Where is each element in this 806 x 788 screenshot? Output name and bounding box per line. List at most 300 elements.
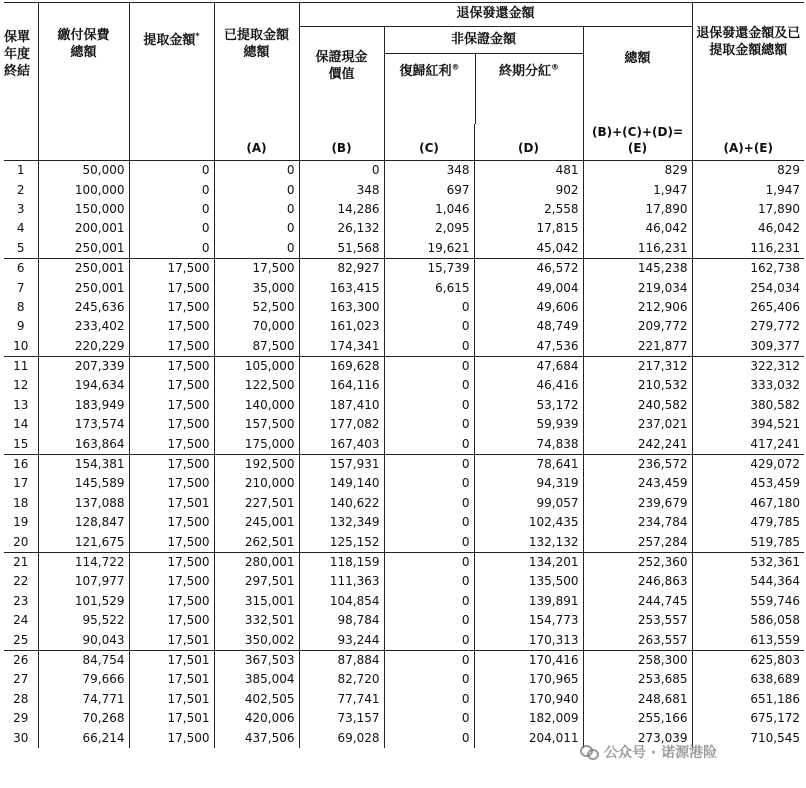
cell-total: 253,685 <box>583 670 692 689</box>
cell-grand-total: 638,689 <box>692 670 804 689</box>
cell-withdrawn-total: 227,501 <box>214 494 299 513</box>
cell-reversionary: 0 <box>384 513 474 532</box>
cell-total: 263,557 <box>583 630 692 650</box>
cell-grand-total: 651,186 <box>692 690 804 709</box>
cell-reversionary: 0 <box>384 532 474 552</box>
cell-year: 22 <box>13 574 29 589</box>
cell-guaranteed-cash: 164,116 <box>299 376 384 395</box>
cell-grand-total: 309,377 <box>692 337 804 357</box>
cell-premium: 250,001 <box>38 239 129 259</box>
cell-terminal: 134,201 <box>474 552 583 572</box>
cell-withdraw: 17,500 <box>129 317 214 336</box>
cell-year: 9 <box>16 319 25 334</box>
cell-withdrawn-total: 420,006 <box>214 709 299 728</box>
header-year: 保單年度終結 <box>4 3 38 161</box>
cell-total: 253,557 <box>583 611 692 630</box>
cell-withdrawn-total: 122,500 <box>214 376 299 395</box>
cell-withdrawn-total: 0 <box>214 239 299 259</box>
cell-total: 17,890 <box>583 200 692 219</box>
cell-guaranteed-cash: 98,784 <box>299 611 384 630</box>
cell-terminal: 170,965 <box>474 670 583 689</box>
cell-grand-total: 479,785 <box>692 513 804 532</box>
cell-premium: 220,229 <box>38 337 129 357</box>
cell-reversionary: 0 <box>384 298 474 317</box>
cell-year: 13 <box>13 397 29 412</box>
cell-premium: 150,000 <box>38 200 129 219</box>
cell-grand-total: 417,241 <box>692 434 804 454</box>
cell-withdrawn-total: 52,500 <box>214 298 299 317</box>
cell-premium: 173,574 <box>38 415 129 434</box>
cell-terminal: 78,641 <box>474 454 583 474</box>
cell-total: 116,231 <box>583 239 692 259</box>
cell-guaranteed-cash: 169,628 <box>299 356 384 376</box>
cell-guaranteed-cash: 174,341 <box>299 337 384 357</box>
cell-grand-total: 333,032 <box>692 376 804 395</box>
cell-total: 243,459 <box>583 474 692 493</box>
watermark <box>580 740 717 764</box>
cell-terminal: 170,416 <box>474 650 583 670</box>
cell-premium: 200,001 <box>38 219 129 238</box>
cell-reversionary: 0 <box>384 611 474 630</box>
cell-reversionary: 0 <box>384 728 474 747</box>
table-row <box>4 278 804 297</box>
cell-premium: 50,000 <box>38 161 129 181</box>
cell-year: 8 <box>16 299 25 314</box>
cell-reversionary: 0 <box>384 376 474 395</box>
cell-premium: 245,636 <box>38 298 129 317</box>
cell-total: 145,238 <box>583 258 692 278</box>
cell-premium: 194,634 <box>38 376 129 395</box>
cell-terminal: 154,773 <box>474 611 583 630</box>
cell-withdrawn-total: 332,501 <box>214 611 299 630</box>
cell-year: 3 <box>16 201 25 216</box>
cell-grand-total: 254,034 <box>692 278 804 297</box>
cell-premium: 95,522 <box>38 611 129 630</box>
cell-withdrawn-total: 87,500 <box>214 337 299 357</box>
cell-year: 14 <box>13 417 29 432</box>
cell-terminal: 481 <box>474 161 583 181</box>
cell-withdraw: 0 <box>129 219 214 238</box>
cell-terminal: 132,132 <box>474 532 583 552</box>
cell-guaranteed-cash: 0 <box>299 161 384 181</box>
table-row <box>4 356 804 376</box>
cell-total: 255,166 <box>583 709 692 728</box>
cell-year: 23 <box>13 593 29 608</box>
sub-reversionary: (C) <box>384 124 474 161</box>
cell-total: 257,284 <box>583 532 692 552</box>
cell-grand-total: 265,406 <box>692 298 804 317</box>
cell-withdrawn-total: 315,001 <box>214 592 299 611</box>
cell-grand-total: 532,361 <box>692 552 804 572</box>
cell-reversionary: 0 <box>384 709 474 728</box>
cell-grand-total: 380,582 <box>692 396 804 415</box>
sub-cash: (B) <box>299 124 384 161</box>
cell-reversionary: 0 <box>384 670 474 689</box>
cell-terminal: 49,606 <box>474 298 583 317</box>
cell-reversionary: 0 <box>384 337 474 357</box>
cell-grand-total: 46,042 <box>692 219 804 238</box>
cell-withdrawn-total: 262,501 <box>214 532 299 552</box>
cell-withdrawn-total: 192,500 <box>214 454 299 474</box>
cell-withdrawn-total: 280,001 <box>214 552 299 572</box>
cell-premium: 84,754 <box>38 650 129 670</box>
cell-withdrawn-total: 0 <box>214 219 299 238</box>
header-surrender-group: 退保發還金額 <box>299 3 692 27</box>
cell-terminal: 102,435 <box>474 513 583 532</box>
cell-premium: 100,000 <box>38 180 129 199</box>
table-row <box>4 317 804 336</box>
cell-withdrawn-total: 350,002 <box>214 630 299 650</box>
table-row <box>4 650 804 670</box>
table-row <box>4 396 804 415</box>
cell-withdrawn-total: 0 <box>214 200 299 219</box>
table-row <box>4 474 804 493</box>
cell-reversionary: 2,095 <box>384 219 474 238</box>
cell-total: 221,877 <box>583 337 692 357</box>
cell-terminal: 902 <box>474 180 583 199</box>
cell-guaranteed-cash: 167,403 <box>299 434 384 454</box>
cell-reversionary: 15,739 <box>384 258 474 278</box>
cell-guaranteed-cash: 82,927 <box>299 258 384 278</box>
cell-terminal: 53,172 <box>474 396 583 415</box>
header-withdrawn-total: 已提取金額總額 <box>214 3 299 125</box>
cell-grand-total: 429,072 <box>692 454 804 474</box>
cell-reversionary: 0 <box>384 317 474 336</box>
cell-terminal: 48,749 <box>474 317 583 336</box>
cell-withdraw: 17,500 <box>129 396 214 415</box>
cell-grand-total: 559,746 <box>692 592 804 611</box>
cell-year: 26 <box>4 650 38 670</box>
cell-total: 1,947 <box>583 180 692 199</box>
cell-withdrawn-total: 17,500 <box>214 258 299 278</box>
cell-total: 46,042 <box>583 219 692 238</box>
cell-grand-total: 544,364 <box>692 572 804 591</box>
cell-guaranteed-cash: 157,931 <box>299 454 384 474</box>
cell-terminal: 182,009 <box>474 709 583 728</box>
table-row <box>4 376 804 395</box>
cell-withdraw: 17,501 <box>129 670 214 689</box>
cell-reversionary: 0 <box>384 454 474 474</box>
cell-total: 244,745 <box>583 592 692 611</box>
cell-guaranteed-cash: 187,410 <box>299 396 384 415</box>
cell-total: 236,572 <box>583 454 692 474</box>
cell-withdraw: 0 <box>129 161 214 181</box>
wechat-icon <box>580 745 598 759</box>
cell-terminal: 45,042 <box>474 239 583 259</box>
cell-withdrawn-total: 245,001 <box>214 513 299 532</box>
table-row <box>4 494 804 513</box>
cell-reversionary: 0 <box>384 650 474 670</box>
table-body <box>4 161 804 748</box>
cell-guaranteed-cash: 132,349 <box>299 513 384 532</box>
cell-guaranteed-cash: 161,023 <box>299 317 384 336</box>
cell-total: 210,532 <box>583 376 692 395</box>
cell-total: 829 <box>583 161 692 181</box>
cell-reversionary: 1,046 <box>384 200 474 219</box>
cell-withdrawn-total: 210,000 <box>214 474 299 493</box>
table-header <box>4 3 804 161</box>
cell-reversionary: 0 <box>384 592 474 611</box>
cell-year: 6 <box>4 258 38 278</box>
cell-total: 246,863 <box>583 572 692 591</box>
cell-year: 27 <box>13 672 29 687</box>
cell-total: 219,034 <box>583 278 692 297</box>
cell-guaranteed-cash: 149,140 <box>299 474 384 493</box>
cell-premium: 250,001 <box>38 258 129 278</box>
cell-reversionary: 0 <box>384 690 474 709</box>
cell-grand-total: 625,803 <box>692 650 804 670</box>
cell-terminal: 74,838 <box>474 434 583 454</box>
table-row <box>4 200 804 219</box>
cell-withdraw: 0 <box>129 239 214 259</box>
cell-withdraw: 17,501 <box>129 630 214 650</box>
cell-terminal: 2,558 <box>474 200 583 219</box>
cell-terminal: 17,815 <box>474 219 583 238</box>
cell-withdraw: 17,500 <box>129 513 214 532</box>
cell-total: 248,681 <box>583 690 692 709</box>
cell-year: 20 <box>13 534 29 549</box>
cell-year: 12 <box>13 378 29 393</box>
cell-grand-total: 710,545 <box>692 728 804 747</box>
cell-terminal: 47,536 <box>474 337 583 357</box>
cell-total: 242,241 <box>583 434 692 454</box>
cell-reversionary: 0 <box>384 552 474 572</box>
cell-guaranteed-cash: 93,244 <box>299 630 384 650</box>
cell-terminal: 135,500 <box>474 572 583 591</box>
cell-reversionary: 0 <box>384 434 474 454</box>
cell-premium: 90,043 <box>38 630 129 650</box>
cell-guaranteed-cash: 348 <box>299 180 384 199</box>
cell-grand-total: 116,231 <box>692 239 804 259</box>
table-row <box>4 611 804 630</box>
cell-terminal: 170,940 <box>474 690 583 709</box>
sub-withdrawn: (A) <box>214 124 299 161</box>
cell-year: 2 <box>16 182 25 197</box>
header-guaranteed-cash: 保證現金價值 <box>299 27 384 125</box>
cell-year: 17 <box>13 476 29 491</box>
table-row <box>4 630 804 650</box>
cell-year: 15 <box>13 436 29 451</box>
watermark-text: 公众号 · 诺源港险 <box>604 745 718 761</box>
cell-grand-total: 586,058 <box>692 611 804 630</box>
cell-year: 1 <box>16 163 25 178</box>
cell-terminal: 139,891 <box>474 592 583 611</box>
cell-total: 252,360 <box>583 552 692 572</box>
cell-withdrawn-total: 297,501 <box>214 572 299 591</box>
table-row <box>4 434 804 454</box>
cell-reversionary: 348 <box>384 161 474 181</box>
cell-year: 21 <box>4 552 38 572</box>
cell-withdraw: 17,500 <box>129 474 214 493</box>
cell-total: 209,772 <box>583 317 692 336</box>
cell-year: 7 <box>16 280 25 295</box>
cell-year: 24 <box>13 613 29 628</box>
cell-total: 237,021 <box>583 415 692 434</box>
cell-premium: 137,088 <box>38 494 129 513</box>
cell-withdrawn-total: 35,000 <box>214 278 299 297</box>
sub-terminal: (D) <box>474 124 583 161</box>
cell-withdraw: 17,500 <box>129 454 214 474</box>
cell-withdraw: 17,500 <box>129 552 214 572</box>
cell-reversionary: 0 <box>384 474 474 493</box>
cell-withdrawn-total: 175,000 <box>214 434 299 454</box>
cell-terminal: 94,319 <box>474 474 583 493</box>
cell-guaranteed-cash: 26,132 <box>299 219 384 238</box>
cell-premium: 145,589 <box>38 474 129 493</box>
cell-withdraw: 17,500 <box>129 278 214 297</box>
cell-premium: 74,771 <box>38 690 129 709</box>
cell-reversionary: 0 <box>384 572 474 591</box>
cell-grand-total: 1,947 <box>692 180 804 199</box>
cell-withdraw: 17,500 <box>129 356 214 376</box>
withdraw-footnote-mark: * <box>195 31 200 41</box>
cell-reversionary: 19,621 <box>384 239 474 259</box>
cell-terminal: 204,011 <box>474 728 583 747</box>
table-row <box>4 161 804 181</box>
cell-total: 258,300 <box>583 650 692 670</box>
cell-total: 217,312 <box>583 356 692 376</box>
cell-guaranteed-cash: 69,028 <box>299 728 384 747</box>
table-row <box>4 592 804 611</box>
cell-year: 18 <box>13 495 29 510</box>
cell-guaranteed-cash: 77,741 <box>299 690 384 709</box>
cell-premium: 183,949 <box>38 396 129 415</box>
cell-total: 240,582 <box>583 396 692 415</box>
cell-withdraw: 17,501 <box>129 494 214 513</box>
cell-guaranteed-cash: 104,854 <box>299 592 384 611</box>
header-terminal: 終期分紅® <box>475 54 583 124</box>
cell-withdraw: 17,500 <box>129 337 214 357</box>
cell-grand-total: 519,785 <box>692 532 804 552</box>
cell-withdrawn-total: 402,505 <box>214 690 299 709</box>
table-row <box>4 219 804 238</box>
cell-year: 28 <box>13 691 29 706</box>
cell-reversionary: 6,615 <box>384 278 474 297</box>
table-row <box>4 572 804 591</box>
cell-withdraw: 17,500 <box>129 434 214 454</box>
cell-withdrawn-total: 385,004 <box>214 670 299 689</box>
cell-year: 25 <box>13 632 29 647</box>
cell-year: 30 <box>13 730 29 745</box>
cell-total: 234,784 <box>583 513 692 532</box>
cell-year: 11 <box>4 356 38 376</box>
cell-guaranteed-cash: 140,622 <box>299 494 384 513</box>
cell-withdraw: 0 <box>129 180 214 199</box>
cell-withdrawn-total: 0 <box>214 180 299 199</box>
cell-premium: 79,666 <box>38 670 129 689</box>
cell-premium: 66,214 <box>38 728 129 747</box>
cell-withdrawn-total: 0 <box>214 161 299 181</box>
cell-guaranteed-cash: 87,884 <box>299 650 384 670</box>
cell-premium: 207,339 <box>38 356 129 376</box>
cell-reversionary: 0 <box>384 415 474 434</box>
cell-reversionary: 0 <box>384 494 474 513</box>
table-row <box>4 415 804 434</box>
illustration-table-container <box>4 2 804 748</box>
cell-grand-total: 453,459 <box>692 474 804 493</box>
cell-year: 10 <box>13 338 29 353</box>
cell-reversionary: 0 <box>384 396 474 415</box>
header-premium: 繳付保費總額 <box>38 3 129 161</box>
cell-premium: 128,847 <box>38 513 129 532</box>
cell-reversionary: 0 <box>384 630 474 650</box>
header-reversionary: 復歸紅利® <box>399 62 460 79</box>
cell-grand-total: 829 <box>692 161 804 181</box>
cell-guaranteed-cash: 82,720 <box>299 670 384 689</box>
table-row <box>4 690 804 709</box>
cell-guaranteed-cash: 163,300 <box>299 298 384 317</box>
cell-guaranteed-cash: 14,286 <box>299 200 384 219</box>
cell-terminal: 170,313 <box>474 630 583 650</box>
surrender-value-table <box>4 2 804 748</box>
table-row <box>4 670 804 689</box>
cell-withdraw: 17,500 <box>129 415 214 434</box>
cell-year: 4 <box>16 221 25 236</box>
cell-premium: 70,268 <box>38 709 129 728</box>
cell-premium: 163,864 <box>38 434 129 454</box>
cell-reversionary: 0 <box>384 356 474 376</box>
cell-terminal: 59,939 <box>474 415 583 434</box>
cell-year: 5 <box>16 240 25 255</box>
cell-withdraw: 17,500 <box>129 532 214 552</box>
cell-premium: 101,529 <box>38 592 129 611</box>
table-row <box>4 258 804 278</box>
cell-premium: 107,977 <box>38 572 129 591</box>
cell-withdraw: 17,500 <box>129 728 214 747</box>
cell-premium: 121,675 <box>38 532 129 552</box>
cell-terminal: 46,416 <box>474 376 583 395</box>
cell-grand-total: 467,180 <box>692 494 804 513</box>
cell-grand-total: 162,738 <box>692 258 804 278</box>
cell-withdraw: 17,501 <box>129 709 214 728</box>
table-row <box>4 532 804 552</box>
cell-terminal: 46,572 <box>474 258 583 278</box>
cell-withdraw: 17,501 <box>129 690 214 709</box>
table-row <box>4 552 804 572</box>
cell-premium: 233,402 <box>38 317 129 336</box>
table-row <box>4 513 804 532</box>
table-row <box>4 180 804 199</box>
cell-withdrawn-total: 157,500 <box>214 415 299 434</box>
cell-terminal: 49,004 <box>474 278 583 297</box>
table-row <box>4 298 804 317</box>
cell-guaranteed-cash: 118,159 <box>299 552 384 572</box>
sub-total: (B)+(C)+(D)=(E) <box>583 124 692 161</box>
cell-withdraw: 17,500 <box>129 258 214 278</box>
cell-guaranteed-cash: 177,082 <box>299 415 384 434</box>
cell-guaranteed-cash: 73,157 <box>299 709 384 728</box>
cell-reversionary: 697 <box>384 180 474 199</box>
table-row <box>4 454 804 474</box>
cell-grand-total: 279,772 <box>692 317 804 336</box>
cell-withdrawn-total: 140,000 <box>214 396 299 415</box>
cell-grand-total: 613,559 <box>692 630 804 650</box>
cell-withdraw: 17,500 <box>129 572 214 591</box>
header-grand-total: 退保發還金額及已提取金額總額 <box>692 3 804 125</box>
cell-terminal: 47,684 <box>474 356 583 376</box>
cell-year: 19 <box>13 515 29 530</box>
table-row <box>4 709 804 728</box>
cell-premium: 114,722 <box>38 552 129 572</box>
cell-withdraw: 17,500 <box>129 611 214 630</box>
cell-guaranteed-cash: 163,415 <box>299 278 384 297</box>
cell-year: 29 <box>13 711 29 726</box>
sub-grand: (A)+(E) <box>692 124 804 161</box>
cell-total: 239,679 <box>583 494 692 513</box>
cell-grand-total: 17,890 <box>692 200 804 219</box>
cell-guaranteed-cash: 125,152 <box>299 532 384 552</box>
cell-year: 16 <box>4 454 38 474</box>
